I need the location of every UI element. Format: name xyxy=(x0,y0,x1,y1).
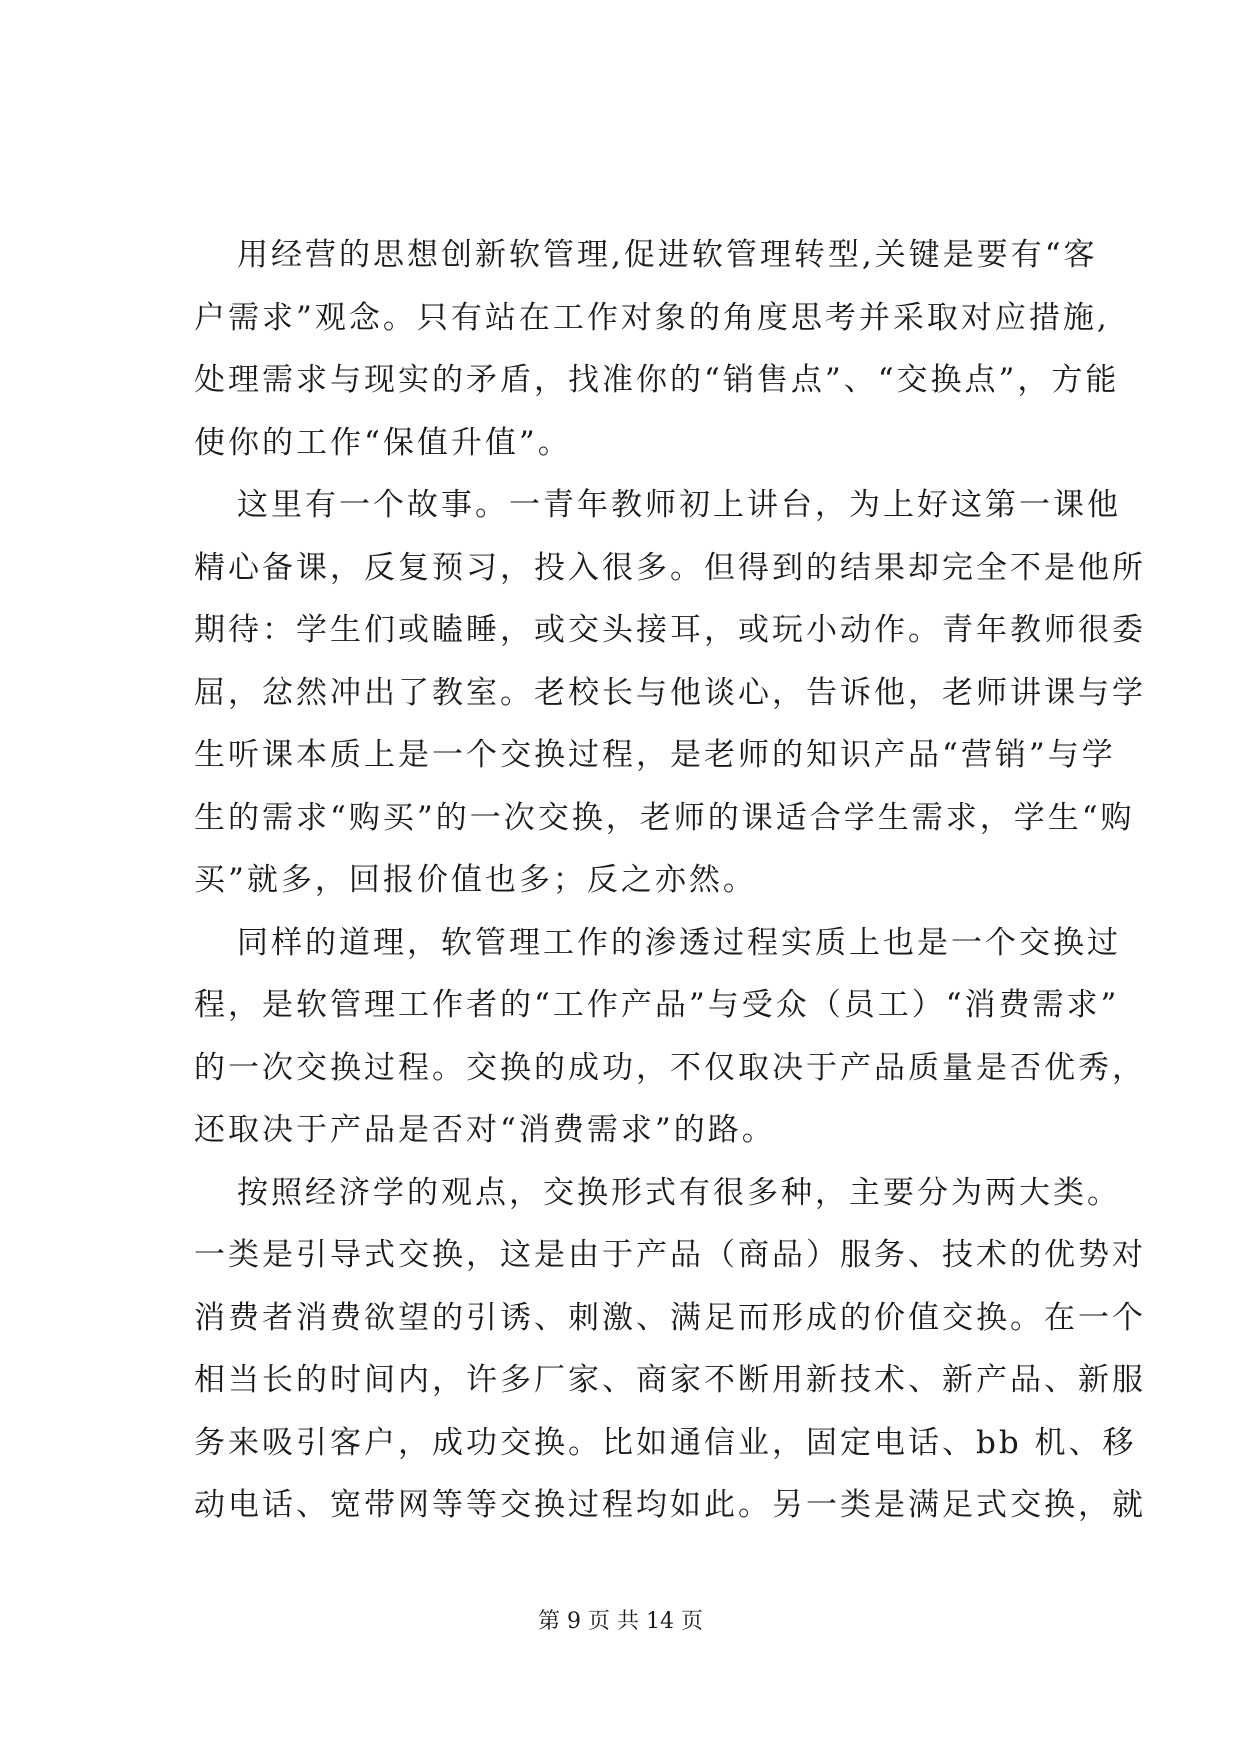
paragraph-line: 这里有一个故事。一青年教师初上讲台，为上好这第一课他 xyxy=(237,487,1121,523)
paragraph-line: 同样的道理，软管理工作的渗透过程实质上也是一个交换过 xyxy=(237,924,1121,961)
paragraph-line: 用经营的思想创新软管理,促进软管理转型,关键是要有“客 xyxy=(237,237,1098,273)
paragraph-line: 使你的工作“保值升值”。 xyxy=(194,424,572,461)
paragraph-line: 期待：学生们或瞌睡，或交头接耳，或玩小动作。青年教师很委 xyxy=(194,612,1146,648)
paragraph-line: 的一次交换过程。交换的成功，不仅取决于产品质量是否优秀， xyxy=(194,1049,1146,1086)
paragraph-line: 按照经济学的观点，交换形式有很多种，主要分为两大类。 xyxy=(237,1174,1121,1211)
paragraph-line: 还取决于产品是否对“消费需求”的路。 xyxy=(194,1112,776,1148)
paragraph-line: 消费者消费欲望的引诱、刺激、满足而形成的价值交换。在一个 xyxy=(194,1299,1146,1336)
paragraph-line: 生听课本质上是一个交换过程，是老师的知识产品“营销”与学 xyxy=(194,737,1116,773)
paragraph-line: 程，是软管理工作者的“工作产品”与受众（员工）“消费需求” xyxy=(194,987,1120,1023)
paragraph-line: 相当长的时间内，许多厂家、商家不断用新技术、新产品、新服 xyxy=(194,1362,1146,1398)
paragraph-line: 屈，忿然冲出了教室。老校长与他谈心，告诉他，老师讲课与学 xyxy=(194,674,1146,711)
paragraph-line: 户需求”观念。只有站在工作对象的角度思考并采取对应措施, xyxy=(194,299,1110,336)
page-footer: 第 9 页 共 14 页 xyxy=(538,1609,703,1634)
paragraph-line: 精心备课，反复预习，投入很多。但得到的结果却完全不是他所 xyxy=(194,549,1146,586)
paragraph-line: 处理需求与现实的矛盾，找准你的“销售点”、“交换点”，方能 xyxy=(194,362,1120,398)
body-text xyxy=(194,224,1146,1537)
paragraph-line: 生的需求“购买”的一次交换，老师的课适合学生需求，学生“购 xyxy=(194,799,1135,836)
paragraph-line: 一类是引导式交换，这是由于产品（商品）服务、技术的优势对 xyxy=(194,1237,1146,1273)
paragraph-line: 动电话、宽带网等等交换过程均如此。另一类是满足式交换，就 xyxy=(194,1487,1146,1523)
paragraph-line: 买”就多，回报价值也多；反之亦然。 xyxy=(194,862,757,898)
paragraph-line: 务来吸引客户，成功交换。比如通信业，固定电话、bb 机、移 xyxy=(194,1424,1137,1461)
